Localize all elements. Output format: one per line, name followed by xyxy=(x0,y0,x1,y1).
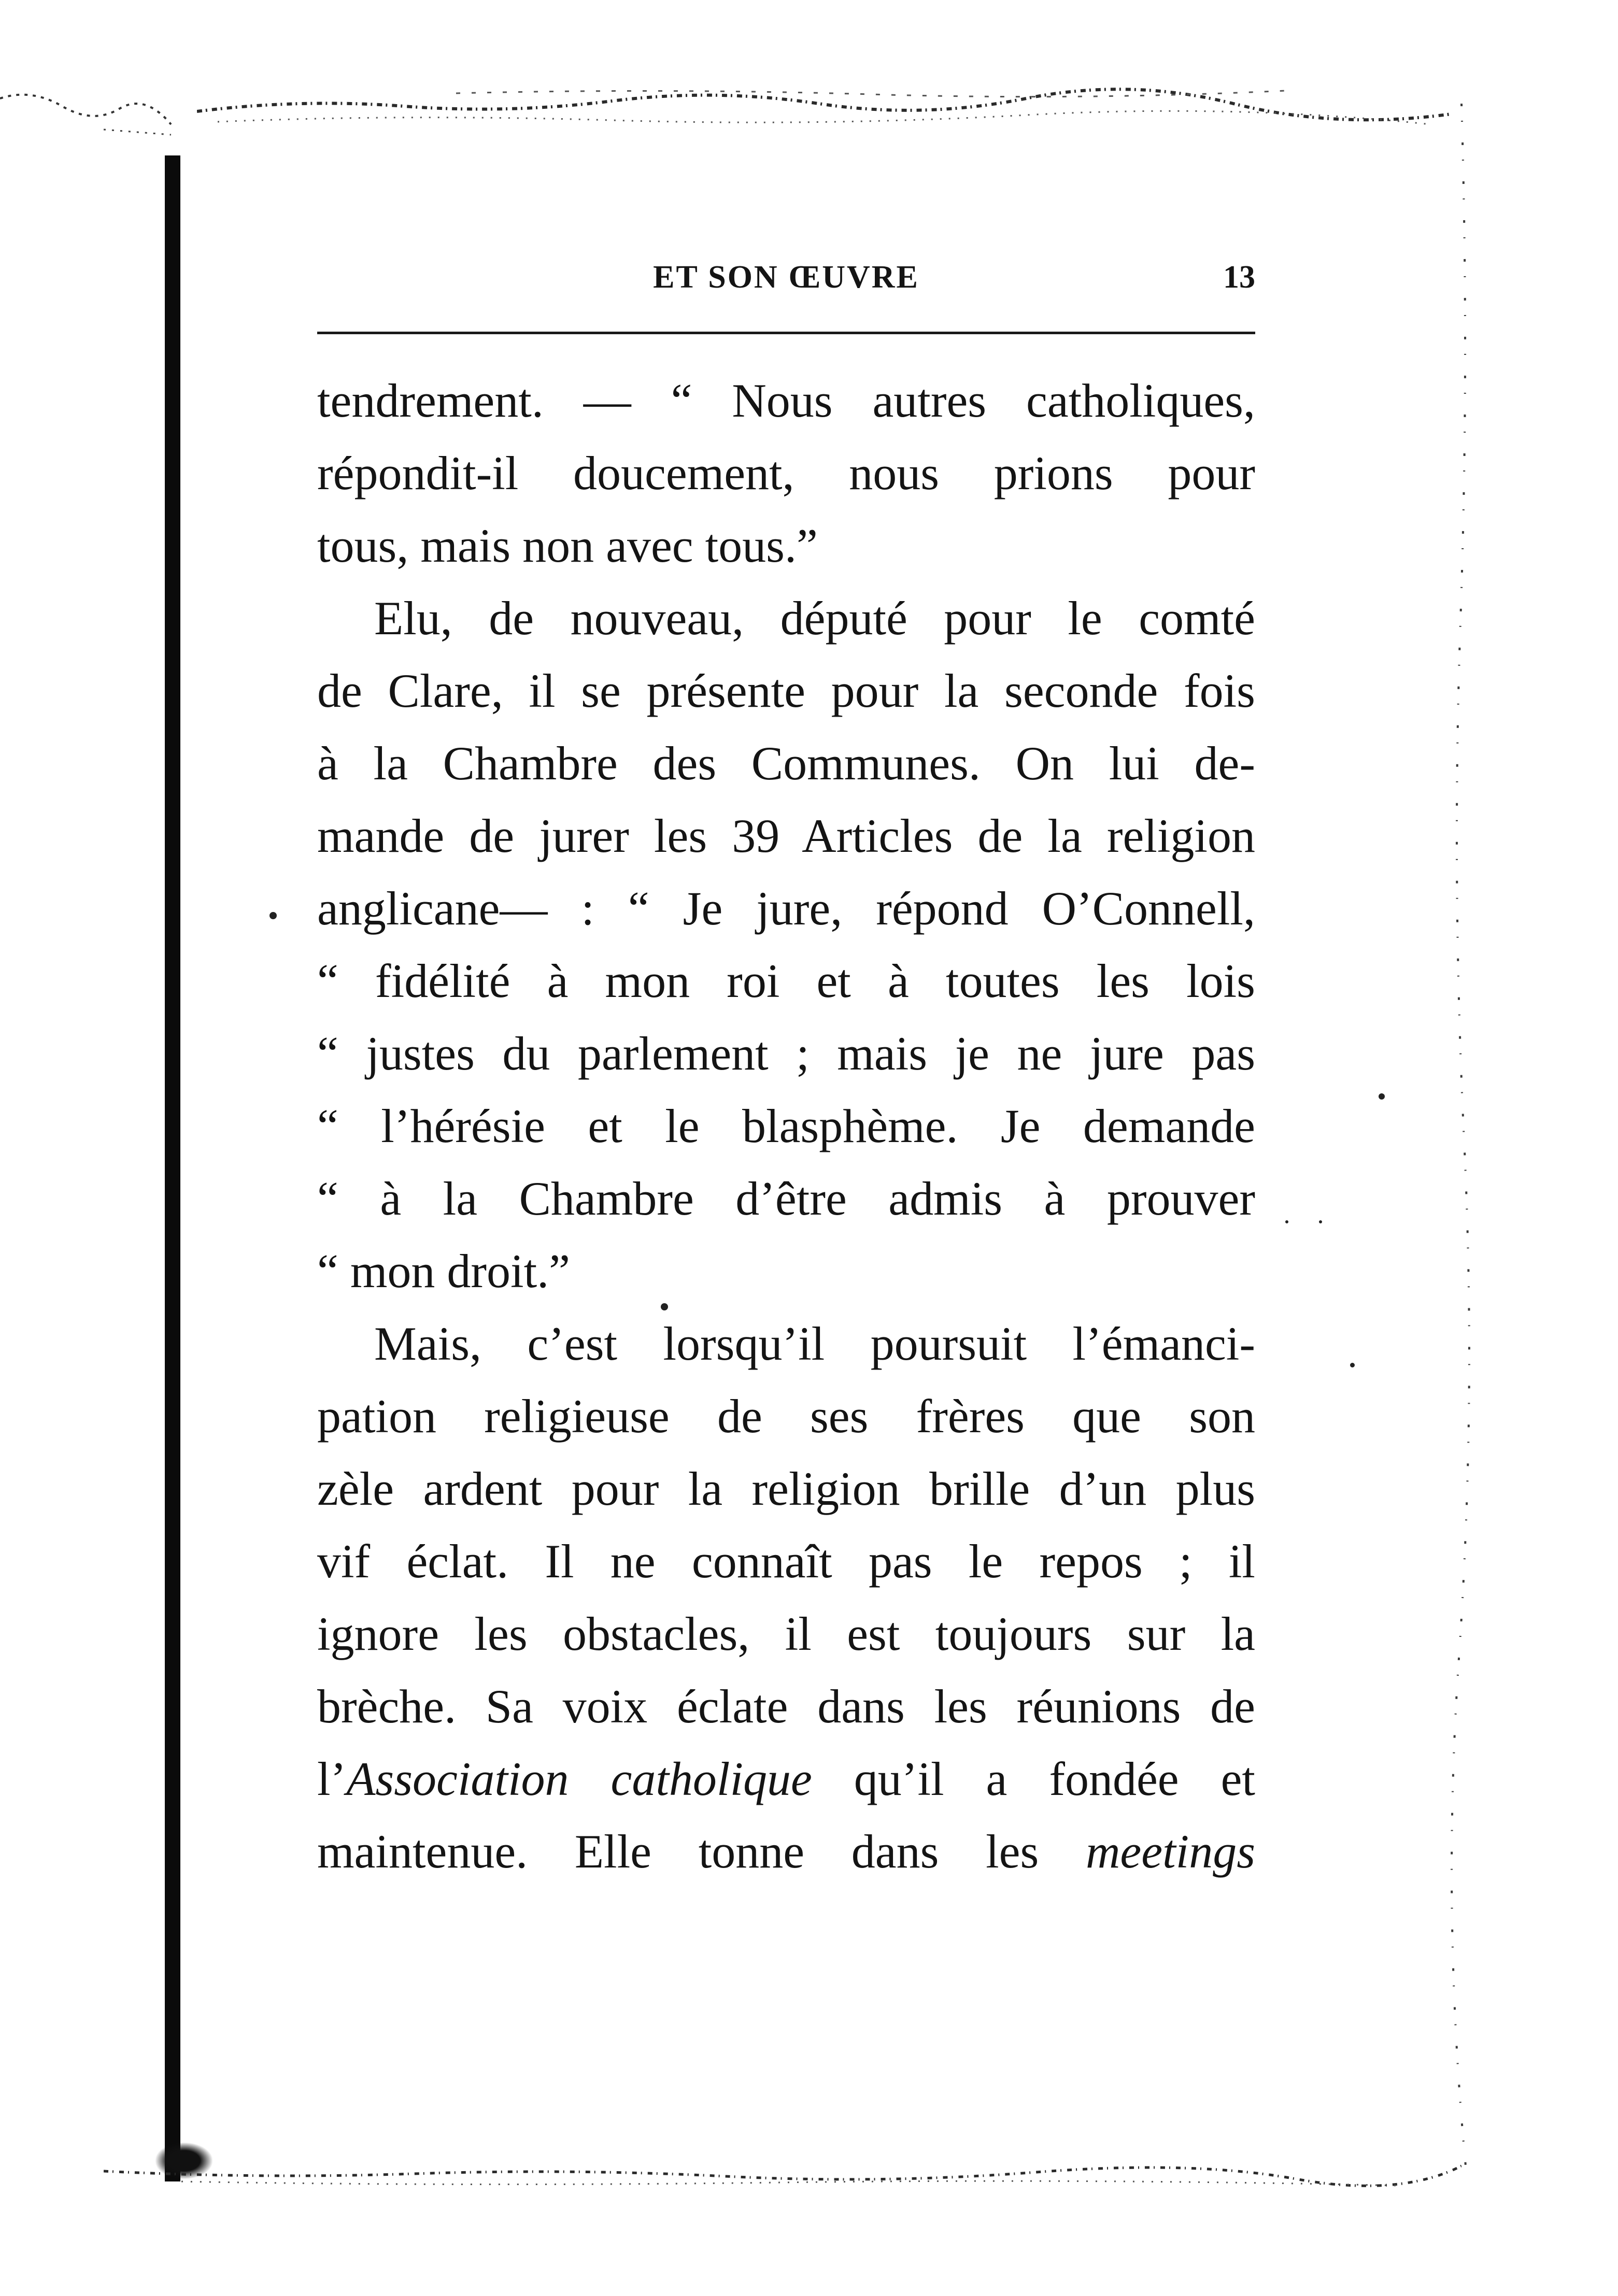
running-title: ET SON ŒUVRE xyxy=(653,260,919,295)
scan-speck xyxy=(1379,1093,1385,1100)
text-line xyxy=(317,1743,1255,1815)
text-line: répondit-il doucement, nous prions pour xyxy=(317,447,1255,500)
page-number: 13 xyxy=(1223,260,1255,295)
italic-text: Association catholique xyxy=(346,1752,812,1805)
text-line: Mais, c’est lorsqu’il poursuit l’émanci- xyxy=(374,1317,1255,1370)
text-line: “ à la Chambre d’être admis à prouver xyxy=(317,1172,1255,1225)
text-line: “ l’hérésie et le blasphème. Je demande xyxy=(317,1100,1255,1152)
text-line: tendrement. — “ Nous autres catholiques, xyxy=(317,374,1255,427)
text-fragment: qu’il a fondée et xyxy=(812,1752,1255,1805)
text-line: à la Chambre des Communes. On lui de- xyxy=(317,737,1255,790)
right-edge-noise xyxy=(1446,104,1477,2176)
left-edge-noise xyxy=(0,78,207,166)
text-line: “ fidélité à mon roi et à toutes les lois xyxy=(317,954,1255,1007)
header-rule xyxy=(317,332,1255,334)
text-line: de Clare, il se présente pour la seconde fois xyxy=(317,664,1255,717)
italic-text: meetings xyxy=(1085,1825,1255,1878)
scan-speck xyxy=(1319,1220,1322,1223)
text-line: Elu, de nouveau, député pour le comté xyxy=(374,592,1255,645)
text-line: tous, mais non avec tous.” xyxy=(317,519,818,572)
text-line xyxy=(317,1815,1255,1888)
running-header xyxy=(317,254,1255,301)
text-line: zèle ardent pour la religion brille d’un plus xyxy=(317,1462,1255,1515)
text-line: “ mon droit.” xyxy=(317,1245,570,1297)
scan-speck xyxy=(1350,1363,1355,1367)
scan-speck xyxy=(269,912,277,919)
binding-shadow xyxy=(165,155,180,2181)
text-line: brèche. Sa voix éclate dans les réunions de xyxy=(317,1680,1255,1733)
text-fragment: l’ xyxy=(317,1752,347,1805)
text-line: mande de jurer les 39 Articles de la religion xyxy=(317,809,1255,862)
text-fragment: maintenue. Elle tonne dans les xyxy=(317,1825,1086,1878)
text-line: vif éclat. Il ne connaît pas le repos ; il xyxy=(317,1535,1255,1588)
text-line: “ justes du parlement ; mais je ne jure pas xyxy=(317,1027,1255,1080)
top-edge-noise xyxy=(197,83,1451,133)
text-line: pation religieuse de ses frères que son xyxy=(317,1390,1255,1443)
text-line: anglicane— : “ Je jure, répond O’Connell, xyxy=(317,882,1255,935)
body-text xyxy=(317,364,1255,1888)
text-line: ignore les obstacles, il est toujours sur la xyxy=(317,1607,1255,1660)
scan-speck xyxy=(1285,1220,1288,1223)
bottom-edge-noise xyxy=(104,2150,1461,2197)
